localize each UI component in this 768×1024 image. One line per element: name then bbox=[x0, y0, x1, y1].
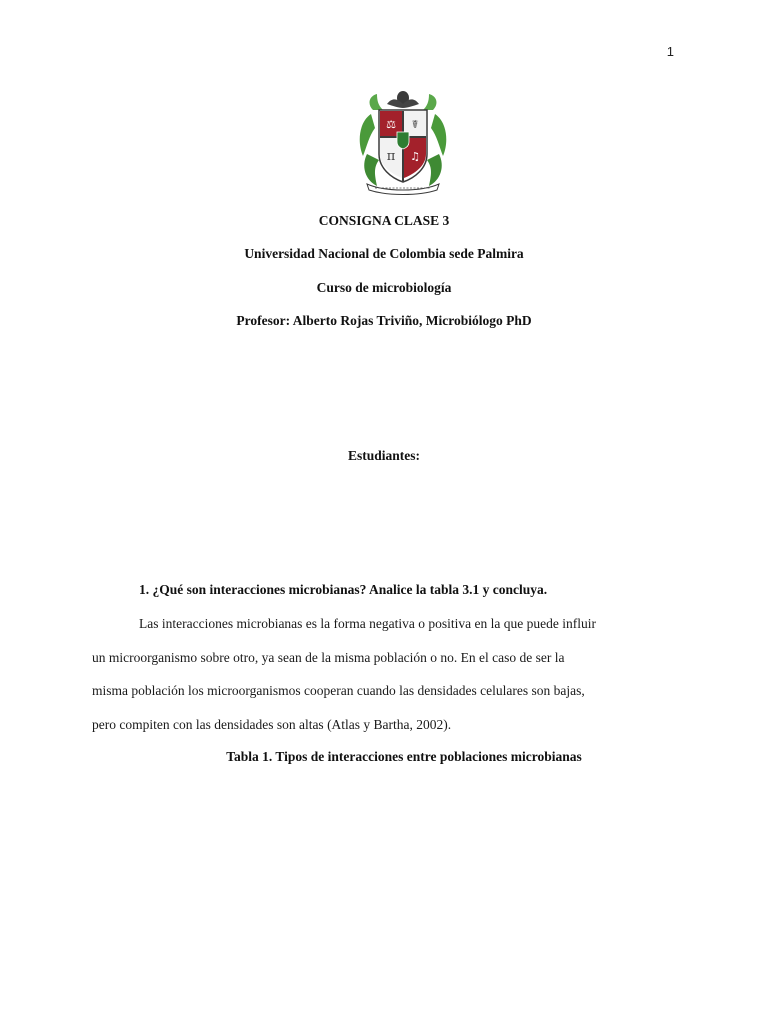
university-crest-logo bbox=[357, 84, 449, 196]
svg-text:♫: ♫ bbox=[410, 150, 420, 163]
question-1-heading: 1. ¿Qué son interacciones microbianas? Analice la tabla 3.1 y concluya. bbox=[139, 582, 548, 597]
university-name: Universidad Nacional de Colombia sede Palmira bbox=[244, 246, 524, 261]
paragraph-line-1: Las interacciones microbianas es la forma negativa o positiva en la que puede influir bbox=[139, 616, 596, 631]
paragraph-line-3: misma población los microorganismos cooperan cuando las densidades celulares son bajas, bbox=[92, 683, 585, 698]
paragraph-line-2: un microorganismo sobre otro, ya sean de la misma población o no. En el caso de ser la bbox=[92, 650, 565, 665]
professor-line: Profesor: Alberto Rojas Triviño, Microbiólogo PhD bbox=[236, 313, 532, 328]
course-name: Curso de microbiología bbox=[316, 280, 452, 295]
document-title: CONSIGNA CLASE 3 bbox=[318, 213, 450, 228]
paragraph-line-4: pero compiten con las densidades son altas (Atlas y Bartha, 2002). bbox=[92, 717, 452, 732]
students-label: Estudiantes: bbox=[347, 448, 420, 463]
svg-text:☤: ☤ bbox=[411, 118, 419, 131]
table-caption: Tabla 1. Tipos de interacciones entre poblaciones microbianas bbox=[226, 749, 582, 764]
svg-text:⚖: ⚖ bbox=[386, 118, 396, 131]
page-number: 1 bbox=[666, 44, 674, 59]
svg-text:π: π bbox=[386, 149, 396, 164]
